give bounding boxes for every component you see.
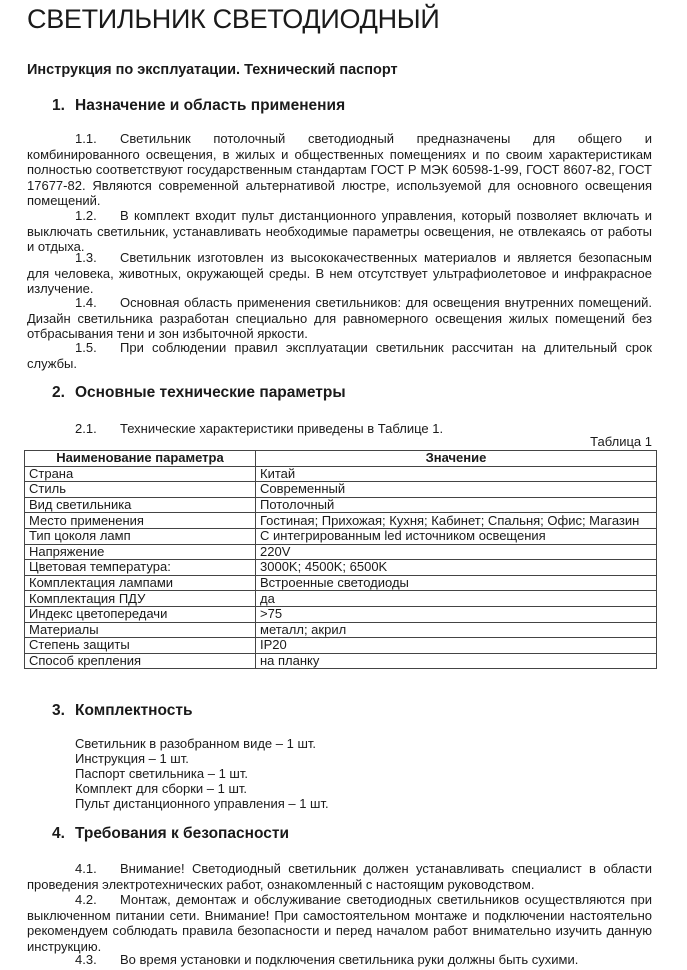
parameter-name: Вид светильника [25, 497, 256, 513]
parameter-name: Комплектация ПДУ [25, 591, 256, 607]
paragraph-4-2 [27, 892, 652, 954]
parameter-value: С интегрированным led источником освещения [256, 528, 657, 544]
table-row [25, 497, 657, 513]
parameter-value: Гостиная; Прихожая; Кухня; Кабинет; Спальня; Офис; Магазин [256, 513, 657, 529]
paragraph-text: Светильник потолочный светодиодный предназначены для общего и комбинированного освещения, в жилых и общественных помещениях и по своим характеристикам полностью соответствуют государственным стандартам ГОСТ Р МЭК 60598-1-99, ГОСТ 8607-82, ГОСТ 17677-82. Являются современной альтернативой люстре, используемой для основного освещения помещений. [27, 131, 652, 209]
parameter-name: Индекс цветопередачи [25, 606, 256, 622]
document-title: СВЕТИЛЬНИК СВЕТОДИОДНЫЙ [27, 4, 440, 34]
section-title: Комплектность [75, 702, 193, 719]
paragraph-number: 1.2. [75, 208, 97, 223]
list-item: Паспорт светильника – 1 шт. [75, 766, 248, 781]
section-title: Назначение и область применения [75, 97, 346, 114]
parameter-value: Китай [256, 466, 657, 482]
parameter-value: IP20 [256, 638, 657, 654]
section-number: 3. [52, 702, 65, 719]
paragraph-1-2 [27, 208, 652, 255]
parameter-value: >75 [256, 606, 657, 622]
table-row [25, 513, 657, 529]
parameter-name: Степень защиты [25, 638, 256, 654]
table-row [25, 575, 657, 591]
parameter-value: Потолочный [256, 497, 657, 513]
parameter-name: Страна [25, 466, 256, 482]
section-number: 1. [52, 97, 65, 114]
paragraph-number: 4.2. [75, 892, 97, 907]
table-row [25, 560, 657, 576]
paragraph-4-3 [27, 952, 652, 968]
paragraph-4-1 [27, 861, 652, 892]
table-row [25, 622, 657, 638]
table-header-row [25, 451, 657, 467]
section-title: Основные технические параметры [75, 384, 346, 401]
paragraph-text: Внимание! Светодиодный светильник должен устанавливать специалист в области проведения электротехнических работ, ознакомленный с настоящим руководством. [27, 861, 652, 892]
parameter-value: на планку [256, 653, 657, 669]
paragraph-1-5 [27, 340, 652, 371]
paragraph-2-1 [27, 421, 652, 437]
parameter-value: 3000K; 4500K; 6500K [256, 560, 657, 576]
paragraph-number: 2.1. [75, 421, 97, 436]
parameter-name: Материалы [25, 622, 256, 638]
parameter-value: да [256, 591, 657, 607]
paragraph-1-4 [27, 295, 652, 342]
paragraph-text: Светильник изготовлен из высококачественных материалов и является безопасным для человека, животных, окружающей среды. В нем отсутствует ультрафиолетовое и инфракрасное излучение. [27, 250, 652, 297]
section-number: 4. [52, 825, 65, 842]
paragraph-number: 1.5. [75, 340, 97, 355]
table-row [25, 482, 657, 498]
paragraph-text: Основная область применения светильников: для освещения внутренних помещений. Дизайн светильника разработан специально для равномерного освещения жилых помещений без отбрасывания тени и зон избыточной яркости. [27, 295, 652, 342]
paragraph-text: В комплект входит пульт дистанционного управления, который позволяет включать и выключать светильник, устанавливать необходимые параметры освещения, не отвлекаясь от работы и отдыха. [27, 208, 652, 255]
paragraph-number: 4.3. [75, 952, 97, 967]
paragraph-text: Монтаж, демонтаж и обслуживание светодиодных светильников осуществляются при выключенном питании сети. Внимание! При самостоятельном монтаже и подключении настоятельно рекомендуем соблюдать правила безопасности и перед началом работ внимательно изучить данную инструкцию. [27, 892, 652, 954]
section-heading-4 [52, 825, 289, 843]
parameter-value: металл; акрил [256, 622, 657, 638]
paragraph-number: 4.1. [75, 861, 97, 876]
parameter-name: Место применения [25, 513, 256, 529]
parameter-value: Встроенные светодиоды [256, 575, 657, 591]
table-caption: Таблица 1 [590, 434, 652, 449]
table-row [25, 606, 657, 622]
table-row [25, 591, 657, 607]
parameter-name: Комплектация лампами [25, 575, 256, 591]
table-row [25, 638, 657, 654]
column-header: Наименование параметра [25, 451, 256, 467]
paragraph-text: При соблюдении правил эксплуатации светильник рассчитан на длительный срок службы. [27, 340, 652, 371]
section-number: 2. [52, 384, 65, 401]
document-subtitle: Инструкция по эксплуатации. Технический паспорт [27, 62, 398, 78]
parameters-table [24, 450, 657, 669]
section-heading-3 [52, 702, 193, 720]
section-title: Требования к безопасности [75, 825, 290, 842]
parameter-name: Стиль [25, 482, 256, 498]
parameter-name: Напряжение [25, 544, 256, 560]
paragraph-number: 1.1. [75, 131, 97, 146]
parameter-value: Современный [256, 482, 657, 498]
paragraph-text: Технические характеристики приведены в Таблице 1. [120, 421, 444, 436]
list-item: Светильник в разобранном виде – 1 шт. [75, 736, 317, 751]
column-header: Значение [256, 451, 657, 467]
paragraph-1-3 [27, 250, 652, 297]
section-heading-2 [52, 384, 346, 402]
table-row [25, 544, 657, 560]
list-item: Пульт дистанционного управления – 1 шт. [75, 796, 329, 811]
paragraph-text: Во время установки и подключения светильника руки должны быть сухими. [120, 952, 579, 967]
parameter-value: 220V [256, 544, 657, 560]
parameter-name: Тип цоколя ламп [25, 528, 256, 544]
table-row [25, 528, 657, 544]
kit-list [75, 736, 329, 811]
paragraph-1-1 [27, 131, 652, 209]
list-item: Инструкция – 1 шт. [75, 751, 189, 766]
paragraph-number: 1.3. [75, 250, 97, 265]
parameter-name: Способ крепления [25, 653, 256, 669]
section-heading-1 [52, 97, 345, 115]
table-row [25, 466, 657, 482]
table-row [25, 653, 657, 669]
paragraph-number: 1.4. [75, 295, 97, 310]
list-item: Комплект для сборки – 1 шт. [75, 781, 248, 796]
parameter-name: Цветовая температура: [25, 560, 256, 576]
